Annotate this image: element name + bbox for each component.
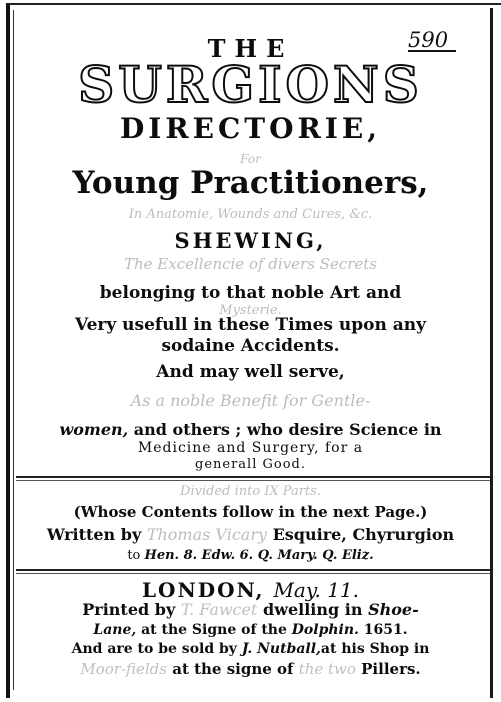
faded-line-anatomie: In Anatomie, Wounds and Cures, &c.: [128, 207, 373, 222]
women-italic: women,: [59, 420, 129, 439]
dolphin-word: Dolphin.: [291, 622, 359, 638]
dwelling-in: dwelling in: [263, 600, 363, 619]
line-sodaine: sodaine Accidents.: [161, 336, 340, 356]
divider-rule-top-thin: [16, 480, 490, 481]
line-generall: generall Good.: [195, 457, 306, 472]
frame-top-edge: [6, 3, 501, 5]
title-surgions: SURGIONS: [78, 55, 423, 114]
imprint-london: LONDON,: [141, 578, 265, 602]
divider-rule-bottom: [16, 569, 490, 571]
shewing-heading: SHEWING,: [174, 228, 327, 253]
faded-line-excellencie: The Excellencie of divers Secrets: [123, 255, 378, 273]
shelf-number: 590: [408, 28, 456, 52]
printer-faded: T. Fawcet: [180, 600, 258, 619]
signe-of: at the signe of: [172, 660, 294, 678]
imprint-sold-line: [0, 641, 501, 657]
imprint-year: 1651.: [363, 622, 408, 638]
bookseller-name: J. Nutball,: [241, 641, 321, 657]
imprint-printed-by-line: [0, 600, 501, 619]
signe-prefix: at the Signe of the: [141, 622, 287, 638]
line-whose-contents: (Whose Contents follow in the next Page.): [73, 503, 428, 521]
faded-line-divided: Divided into IX Parts.: [180, 484, 321, 499]
imprint-lane-line: [0, 622, 501, 638]
signe-faded: the two: [298, 660, 356, 678]
divider-rule-top: [16, 476, 490, 478]
written-by-prefix: Written by: [46, 525, 142, 544]
written-by-faded-name: Thomas Vicary: [146, 525, 268, 544]
imprint-handwritten-date: May. 11.: [273, 578, 360, 602]
line-written-by: [0, 525, 501, 544]
shop-in: at his Shop in: [320, 641, 430, 657]
to-kings-prefix: to: [127, 548, 141, 563]
line-medicine: Medicine and Surgery, for a: [137, 440, 364, 456]
faded-line-mysterie: Mysterie.: [219, 303, 282, 318]
to-kings-reigns: Hen. 8. Edw. 6. Q. Mary. Q. Eliz.: [144, 548, 374, 563]
imprint-signe-line: [0, 660, 501, 678]
title-directorie: DIRECTORIE,: [120, 112, 381, 145]
lane-word: Lane,: [93, 622, 137, 638]
line-very-usefull: Very usefull in these Times upon any: [74, 315, 427, 335]
divider-rule-bottom-thin: [16, 573, 490, 574]
place-faded: Moor-fields: [80, 660, 167, 678]
faded-line-gentle: As a noble Benefit for Gentle-: [130, 391, 371, 410]
imprint-london-line: [0, 578, 501, 602]
line-may-serve: And may well serve,: [156, 362, 345, 382]
line-belonging: belonging to that noble Art and: [99, 283, 402, 303]
title-for-faded: For: [240, 152, 261, 166]
title-the: THE: [207, 34, 294, 63]
printed-by-prefix: Printed by: [82, 600, 176, 619]
line-women: [0, 420, 501, 439]
women-rest: and others ; who desire Science in: [128, 420, 442, 439]
line-to-kings: [0, 548, 501, 563]
shoe-word: Shoe-: [368, 600, 419, 619]
pillers-word: Pillers.: [361, 660, 421, 678]
title-young-practitioners: Young Practitioners,: [72, 165, 429, 201]
written-by-suffix: Esquire, Chyrurgion: [272, 525, 455, 544]
sold-prefix: And are to be sold by: [71, 641, 237, 657]
